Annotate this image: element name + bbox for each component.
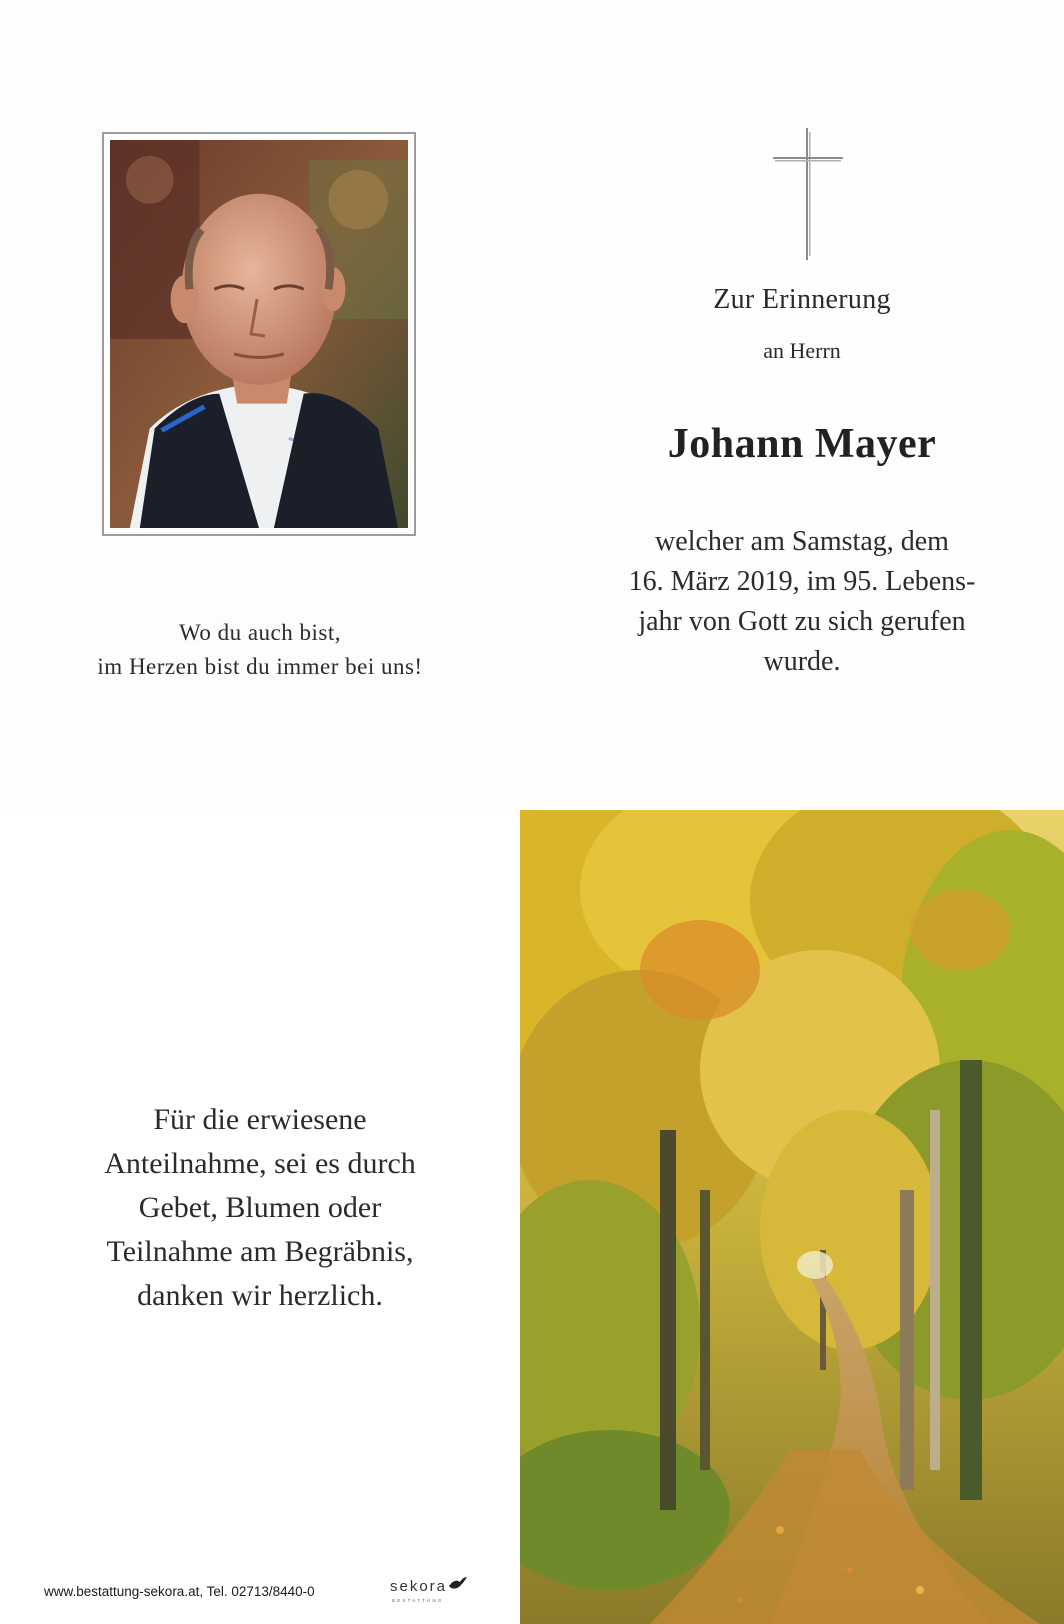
salutation-text: an Herrn <box>763 338 841 363</box>
thanks-text <box>40 1098 480 1318</box>
deceased-name: Johann Mayer <box>667 421 937 467</box>
notice-line: 16. März 2019, im 95. Lebens- <box>628 566 976 597</box>
footer-contact: www.bestattung-sekora.at, Tel. 02713/8440-0 <box>44 1584 315 1599</box>
memorial-quote <box>40 616 480 684</box>
notice-line: jahr von Gott zu sich gerufen <box>638 606 966 637</box>
forest-path-illustration <box>520 810 1064 1624</box>
thanks-panel <box>0 810 520 1624</box>
portrait-frame <box>102 132 416 536</box>
notice-line: wurde. <box>763 646 841 677</box>
thanks-line: Gebet, Blumen oder <box>138 1191 382 1224</box>
thanks-line: danken wir herzlich. <box>137 1279 383 1312</box>
thanks-line: Anteilnahme, sei es durch <box>104 1147 416 1180</box>
brand-logo <box>390 1576 470 1610</box>
brand-name: sekora <box>390 1578 448 1595</box>
portrait-photo <box>110 140 408 528</box>
forest-image <box>520 810 1064 1624</box>
brand-subtitle: BESTATTUNG <box>392 1598 444 1603</box>
notice-line: welcher am Samstag, dem <box>655 526 949 557</box>
quote-line-1: Wo du auch bist, <box>178 620 341 645</box>
intro-text: Zur Erinnerung <box>713 284 891 315</box>
bird-logo-icon <box>448 1576 468 1592</box>
cross-icon <box>773 128 843 260</box>
death-notice <box>580 522 1024 682</box>
thanks-line: Teilnahme am Begräbnis, <box>106 1235 414 1268</box>
thanks-line: Für die erwiesene <box>153 1103 367 1136</box>
memorial-panel <box>540 0 1064 810</box>
portrait-panel <box>0 0 540 810</box>
quote-line-2: im Herzen bist du immer bei uns! <box>97 654 423 679</box>
